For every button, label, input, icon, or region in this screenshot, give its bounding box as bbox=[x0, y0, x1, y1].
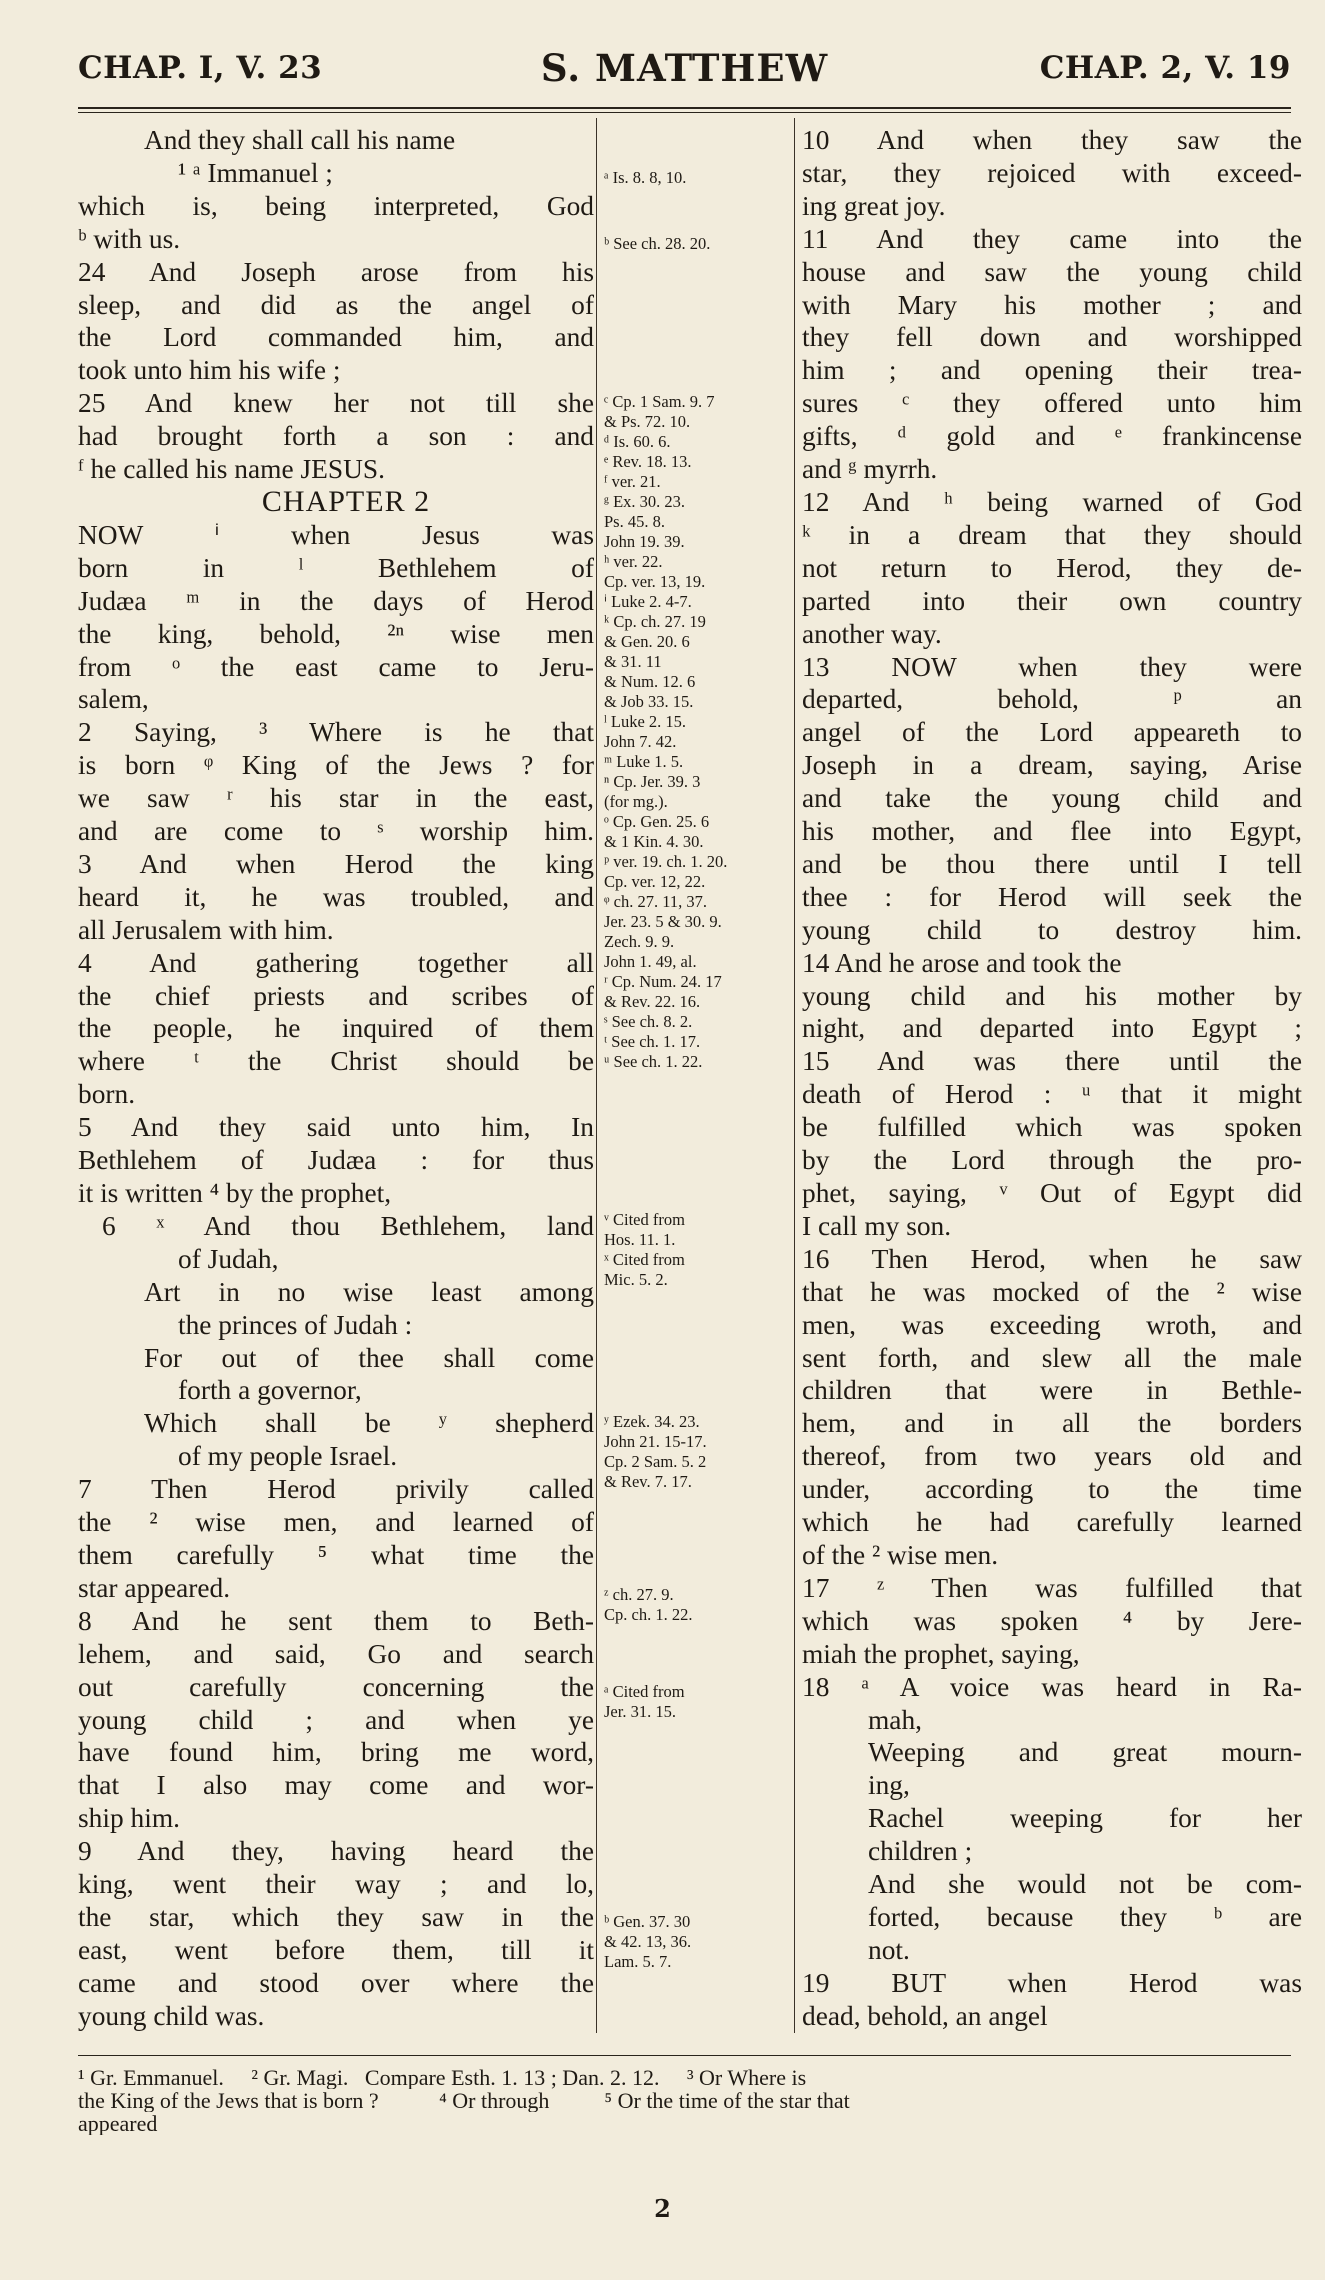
margin-note-line: Hos. 11. 1. bbox=[604, 1230, 676, 1249]
verse-line: children that were in Bethle- bbox=[802, 1375, 1302, 1406]
verse-line: the chief priests and scribes of bbox=[78, 980, 594, 1011]
verse-line: all Jerusalem with him. bbox=[78, 914, 334, 945]
margin-note-line: (for mg.). bbox=[604, 792, 668, 811]
verse-line: house and saw the young child bbox=[802, 256, 1302, 287]
verse-line: young child was. bbox=[78, 2000, 265, 2031]
verse-line: east, went before them, till it bbox=[78, 1934, 594, 1965]
verse-line: the ² wise men, and learned of bbox=[78, 1507, 594, 1538]
verse-line: and ᵍ myrrh. bbox=[802, 454, 938, 485]
verse-line: and be thou there until I tell bbox=[802, 848, 1302, 879]
margin-note-group bbox=[604, 1682, 792, 1722]
verse-line: Judæa ᵐ in the days of Herod bbox=[78, 585, 594, 616]
column-divider-left bbox=[596, 118, 597, 2033]
verse-line: 2 Saying, ³ Where is he that bbox=[78, 717, 594, 748]
margin-note-line: & 42. 13, 36. bbox=[604, 1932, 692, 1951]
margin-note-line: ᵘ See ch. 1. 22. bbox=[604, 1052, 703, 1071]
verse-line: 11 And they came into the bbox=[802, 223, 1302, 254]
verse-line: thee : for Herod will seek the bbox=[802, 881, 1302, 912]
verse-line: children ; bbox=[868, 1836, 973, 1867]
verse-line: ᵇ with us. bbox=[78, 223, 181, 254]
margin-note-line: ᵒ Cp. Gen. 25. 6 bbox=[604, 812, 710, 831]
verse-line: ᵏ in a dream that they should bbox=[802, 519, 1302, 550]
verse-line: him ; and opening their trea- bbox=[802, 355, 1302, 386]
verse-line: them carefully ⁵ what time the bbox=[78, 1539, 594, 1570]
margin-note-line: Jer. 23. 5 & 30. 9. bbox=[604, 912, 722, 931]
verse-line: his mother, and flee into Egypt, bbox=[802, 816, 1302, 847]
header-rule bbox=[78, 107, 1291, 109]
header-right-reference: CHAP. 2, V. 19 bbox=[1039, 50, 1291, 86]
verse-line: that I also may come and wor- bbox=[78, 1770, 594, 1801]
verse-line: ing, bbox=[868, 1770, 910, 1801]
verse-line: of Judah, bbox=[178, 1243, 279, 1274]
margin-note-line: ᵐ Luke 1. 5. bbox=[604, 752, 684, 771]
margin-note-line: ⁱ Luke 2. 4-7. bbox=[604, 592, 692, 611]
margin-note-line: & Num. 12. 6 bbox=[604, 672, 696, 691]
verse-line: mah, bbox=[868, 1704, 923, 1735]
margin-note-group bbox=[604, 392, 792, 1072]
verse-line: I call my son. bbox=[802, 1210, 952, 1241]
margin-note-line: ʳ Cp. Num. 24. 17 bbox=[604, 972, 722, 991]
verse-line: took unto him his wife ; bbox=[78, 355, 341, 386]
verse-line: the princes of Judah : bbox=[178, 1309, 413, 1340]
column-divider-right bbox=[794, 118, 795, 2033]
verse-line: it is written ⁴ by the prophet, bbox=[78, 1178, 392, 1208]
verse-line: 25 And knew her not till she bbox=[78, 388, 594, 419]
verse-line: night, and departed into Egypt ; bbox=[802, 1013, 1302, 1044]
chapter-heading: CHAPTER 2 bbox=[261, 485, 431, 518]
verse-line: ship him. bbox=[78, 1803, 180, 1834]
margin-note-line: & Rev. 7. 17. bbox=[604, 1472, 692, 1491]
margin-note-line: ᵉ Rev. 18. 13. bbox=[604, 452, 692, 471]
footnotes bbox=[78, 2066, 1291, 2135]
verse-line: Bethlehem of Judæa : for thus bbox=[78, 1145, 594, 1176]
verse-line: 15 And was there until the bbox=[802, 1046, 1302, 1077]
verse-line: the king, behold, ²ⁿ wise men bbox=[78, 618, 594, 649]
verse-line: miah the prophet, saying, bbox=[802, 1638, 1080, 1669]
verse-line: born. bbox=[78, 1079, 136, 1110]
verse-line: ᶠ he called his name JESUS. bbox=[78, 454, 385, 485]
margin-note-line: John 7. 42. bbox=[604, 732, 677, 751]
verse-line: hem, and in all the borders bbox=[802, 1408, 1302, 1439]
verse-line: and take the young child and bbox=[802, 783, 1302, 814]
verse-line: king, went their way ; and lo, bbox=[78, 1869, 594, 1900]
verse-line: sures ᶜ they offered unto him bbox=[802, 388, 1302, 419]
verse-line: sleep, and did as the angel of bbox=[78, 289, 594, 320]
verse-line: of the ² wise men. bbox=[802, 1539, 999, 1570]
verse-line: which he had carefully learned bbox=[802, 1507, 1302, 1538]
page-number: 2 bbox=[654, 2194, 671, 2223]
verse-line: angel of the Lord appeareth to bbox=[802, 717, 1302, 748]
left-text-column bbox=[78, 124, 594, 2033]
verse-line: departed, behold, ᵖ an bbox=[802, 684, 1302, 715]
margin-note-line: Cp. ch. 1. 22. bbox=[604, 1605, 693, 1624]
verse-line: and are come to ˢ worship him. bbox=[78, 816, 594, 847]
margin-note-line: & Gen. 20. 6 bbox=[604, 632, 690, 651]
verse-line: parted into their own country bbox=[802, 585, 1302, 616]
verse-line: lehem, and said, Go and search bbox=[78, 1638, 594, 1669]
running-header bbox=[78, 46, 1291, 102]
verse-line: 12 And ʰ being warned of God bbox=[802, 486, 1302, 517]
verse-line: out carefully concerning the bbox=[78, 1671, 594, 1702]
margin-note-line: ᵇ Gen. 37. 30 bbox=[604, 1912, 691, 1931]
margin-note-line: ᵛ Cited from bbox=[604, 1210, 685, 1229]
verse-line: by the Lord through the pro- bbox=[802, 1145, 1302, 1176]
margin-note-line: Mic. 5. 2. bbox=[604, 1270, 668, 1289]
verse-line: had brought forth a son : and bbox=[78, 421, 594, 452]
margin-note-line: ᶻ ch. 27. 9. bbox=[604, 1585, 674, 1604]
verse-line: salem, bbox=[78, 684, 149, 715]
margin-note-group bbox=[604, 1210, 792, 1290]
verse-line: not return to Herod, they de- bbox=[802, 552, 1302, 583]
verse-line: ¹ ᵃ Immanuel ; bbox=[178, 157, 333, 188]
margin-note-group bbox=[604, 1412, 792, 1492]
margin-note-line: Cp. 2 Sam. 5. 2 bbox=[604, 1452, 707, 1471]
verse-line: Weeping and great mourn- bbox=[868, 1737, 1302, 1768]
verse-line: 3 And when Herod the king bbox=[78, 848, 594, 879]
verse-line: of my people Israel. bbox=[178, 1441, 398, 1472]
margin-note-line: & 31. 11 bbox=[604, 652, 662, 671]
verse-line: And she would not be com- bbox=[868, 1869, 1302, 1900]
margin-note-line: ᵇ See ch. 28. 20. bbox=[604, 234, 711, 253]
footnote-line: ¹ Gr. Emmanuel. ² Gr. Magi. Compare Esth. 1. 13 ; Dan. 2. 12. ³ Or Where is bbox=[78, 2066, 807, 2089]
margin-note-line: ᵖ ver. 19. ch. 1. 20. bbox=[604, 852, 728, 871]
verse-line: young child ; and when ye bbox=[78, 1704, 594, 1735]
footnote-line: the King of the Jews that is born ? ⁴ Or through ⁵ Or the time of the star that bbox=[78, 2089, 850, 2112]
margin-note-line: Zech. 9. 9. bbox=[604, 932, 675, 951]
margin-note-group bbox=[604, 1912, 792, 1972]
verse-line: 4 And gathering together all bbox=[78, 947, 594, 978]
verse-line: ing great joy. bbox=[802, 190, 946, 221]
verse-line: born in ˡ Bethlehem of bbox=[78, 552, 594, 583]
verse-line: 17 ᶻ Then was fulfilled that bbox=[802, 1572, 1302, 1603]
margin-note-line: ᵃ Cited from bbox=[604, 1682, 685, 1701]
verse-line: came and stood over where the bbox=[78, 1967, 594, 1998]
header-book-title: S. MATTHEW bbox=[540, 46, 829, 90]
margin-note-group bbox=[604, 234, 792, 254]
verse-line: 9 And they, having heard the bbox=[78, 1836, 594, 1867]
verse-line: Rachel weeping for her bbox=[868, 1803, 1302, 1834]
margin-note-line: & 1 Kin. 4. 30. bbox=[604, 832, 704, 851]
verse-line: is born ᵠ King of the Jews ? for bbox=[78, 750, 594, 781]
margin-note-line: ᵍ Ex. 30. 23. bbox=[604, 492, 686, 511]
margin-note-line: John 21. 15-17. bbox=[604, 1432, 707, 1451]
verse-line: we saw ʳ his star in the east, bbox=[78, 783, 594, 814]
right-text-column bbox=[802, 124, 1302, 2033]
verse-line: that he was mocked of the ² wise bbox=[802, 1276, 1302, 1307]
verse-line: thereof, from two years old and bbox=[802, 1441, 1302, 1472]
margin-note-line: ᵃ Is. 8. 8, 10. bbox=[604, 168, 687, 187]
margin-note-line: ˣ Cited from bbox=[604, 1250, 685, 1269]
margin-note-group bbox=[604, 1585, 792, 1625]
verse-line: from ᵒ the east came to Jeru- bbox=[78, 651, 594, 682]
verse-line: And they shall call his name bbox=[144, 125, 456, 155]
footnote-rule bbox=[78, 2055, 1291, 2056]
verse-line: the star, which they saw in the bbox=[78, 1901, 594, 1932]
margin-note-line: ᵈ Is. 60. 6. bbox=[604, 432, 671, 451]
footnote-line: appeared bbox=[78, 2112, 158, 2135]
margin-note-line: ᶜ Cp. 1 Sam. 9. 7 bbox=[604, 392, 715, 411]
margin-note-line: ᵏ Cp. ch. 27. 19 bbox=[604, 612, 706, 631]
verse-line: Joseph in a dream, saying, Arise bbox=[802, 750, 1302, 781]
verse-line: 10 And when they saw the bbox=[802, 125, 1302, 155]
verse-line: they fell down and worshipped bbox=[802, 322, 1302, 353]
margin-note-line: John 1. 49, al. bbox=[604, 952, 697, 971]
verse-line: Art in no wise least among bbox=[144, 1276, 594, 1307]
margin-note-line: John 19. 39. bbox=[604, 532, 685, 551]
verse-line: death of Herod : ᵘ that it might bbox=[802, 1079, 1302, 1110]
verse-line: For out of thee shall come bbox=[144, 1342, 594, 1373]
verse-line: 19 BUT when Herod was bbox=[802, 1967, 1302, 1998]
verse-line: have found him, bring me word, bbox=[78, 1737, 594, 1768]
verse-line: star, they rejoiced with exceed- bbox=[802, 157, 1302, 188]
margin-note-line: Ps. 45. 8. bbox=[604, 512, 665, 531]
verse-line: the Lord commanded him, and bbox=[78, 322, 594, 353]
margin-note-line: ᶠ ver. 21. bbox=[604, 472, 661, 491]
margin-note-line: ᵗ See ch. 1. 17. bbox=[604, 1032, 701, 1051]
verse-line: another way. bbox=[802, 618, 942, 649]
verse-line: under, according to the time bbox=[802, 1474, 1302, 1505]
verse-line: 5 And they said unto him, In bbox=[78, 1112, 594, 1143]
verse-line: gifts, ᵈ gold and ᵉ frankincense bbox=[802, 421, 1302, 452]
verse-line: 13 NOW when they were bbox=[802, 651, 1302, 682]
verse-line: with Mary his mother ; and bbox=[802, 289, 1302, 320]
header-left-reference: CHAP. I, V. 23 bbox=[78, 50, 323, 86]
verse-line: men, was exceeding wroth, and bbox=[802, 1309, 1302, 1340]
verse-line: phet, saying, ᵛ Out of Egypt did bbox=[802, 1178, 1302, 1208]
verse-line: 14 And he arose and took the bbox=[802, 947, 1122, 978]
margin-note-line: ᵠ ch. 27. 11, 37. bbox=[604, 892, 707, 911]
verse-line: forth a governor, bbox=[178, 1375, 362, 1406]
verse-line: 8 And he sent them to Beth- bbox=[78, 1605, 594, 1636]
verse-line: forted, because they ᵇ are bbox=[868, 1901, 1302, 1932]
verse-line: young child to destroy him. bbox=[802, 914, 1302, 945]
verse-line: the people, he inquired of them bbox=[78, 1013, 594, 1044]
verse-line: 6 ˣ And thou Bethlehem, land bbox=[102, 1210, 594, 1241]
margin-note-line: ˡ Luke 2. 15. bbox=[604, 712, 687, 731]
margin-note-line: ʸ Ezek. 34. 23. bbox=[604, 1412, 700, 1431]
verse-line: which was spoken ⁴ by Jere- bbox=[802, 1605, 1302, 1636]
margin-note-line: ˢ See ch. 8. 2. bbox=[604, 1012, 693, 1031]
margin-note-line: & Job 33. 15. bbox=[604, 692, 694, 711]
verse-line: 16 Then Herod, when he saw bbox=[802, 1243, 1302, 1274]
margin-note-line: Cp. ver. 13, 19. bbox=[604, 572, 706, 591]
verse-line: young child and his mother by bbox=[802, 980, 1302, 1011]
verse-line: sent forth, and slew all the male bbox=[802, 1342, 1302, 1373]
margin-note-line: Jer. 31. 15. bbox=[604, 1702, 676, 1721]
verse-line: be fulfilled which was spoken bbox=[802, 1112, 1302, 1143]
verse-line: dead, behold, an angel bbox=[802, 2000, 1048, 2031]
verse-line: NOW ⁱ when Jesus was bbox=[78, 519, 594, 550]
margin-note-line: & Rev. 22. 16. bbox=[604, 992, 701, 1011]
margin-note-line: ʰ ver. 22. bbox=[604, 552, 663, 571]
verse-line: where ᵗ the Christ should be bbox=[78, 1046, 594, 1077]
verse-line: 24 And Joseph arose from his bbox=[78, 256, 594, 287]
verse-line: which is, being interpreted, God bbox=[78, 190, 594, 221]
margin-note-line: ⁿ Cp. Jer. 39. 3 bbox=[604, 772, 701, 791]
header-rule-thin bbox=[78, 112, 1291, 113]
verse-line: star appeared. bbox=[78, 1572, 231, 1603]
verse-line: not. bbox=[868, 1934, 910, 1965]
verse-line: 7 Then Herod privily called bbox=[78, 1474, 594, 1505]
margin-note-line: Lam. 5. 7. bbox=[604, 1952, 672, 1971]
margin-note-group bbox=[604, 168, 792, 188]
verse-line: heard it, he was troubled, and bbox=[78, 881, 594, 912]
margin-note-line: & Ps. 72. 10. bbox=[604, 412, 691, 431]
verse-line: Which shall be ʸ shepherd bbox=[144, 1408, 594, 1439]
margin-note-line: Cp. ver. 12, 22. bbox=[604, 872, 706, 891]
verse-line: 18 ᵃ A voice was heard in Ra- bbox=[802, 1671, 1302, 1702]
